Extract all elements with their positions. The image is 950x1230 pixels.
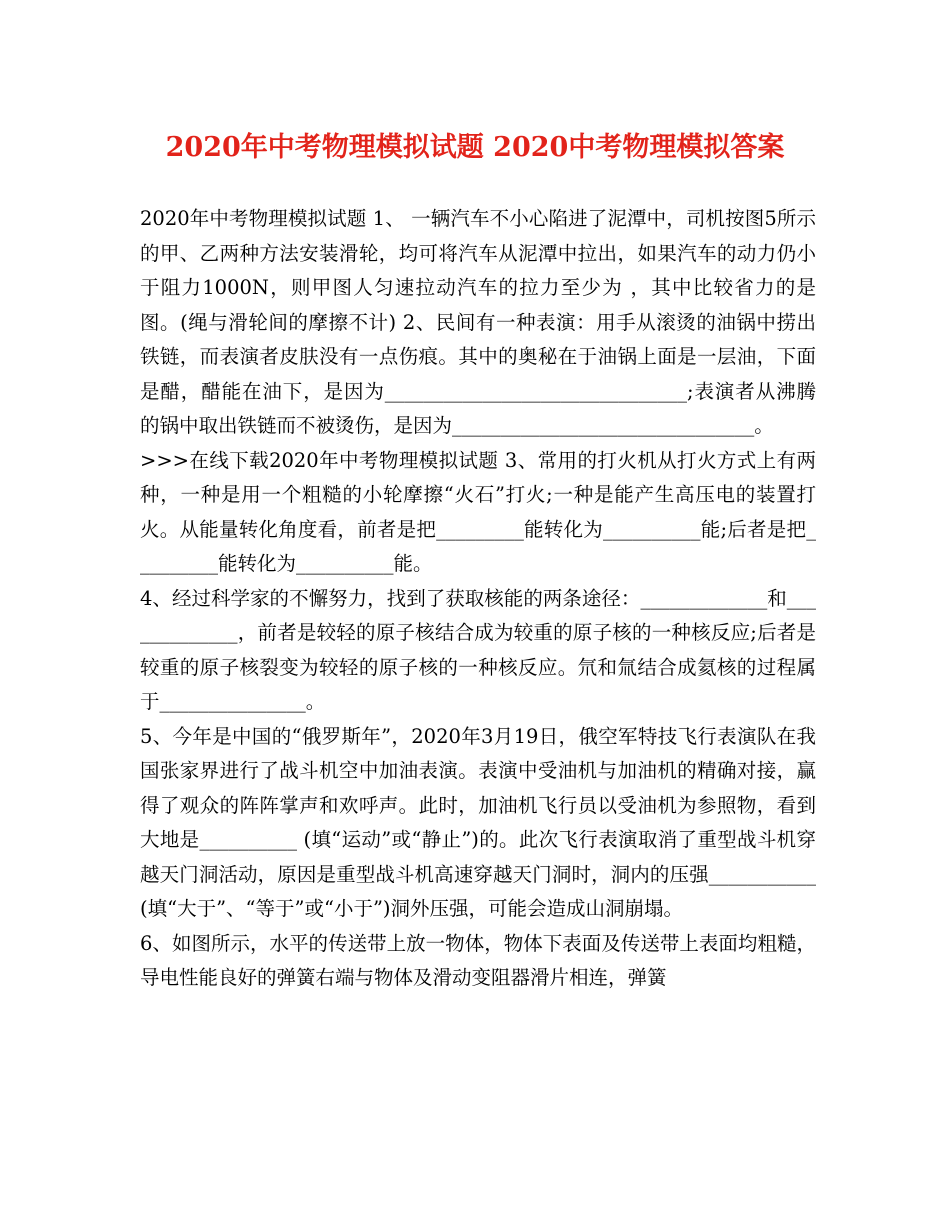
paragraph-question-5: 5、今年是中国的“俄罗斯年”，2020年3月19日，俄空军特技飞行表演队在我国张家界进行了战斗机空中加油表演。表演中受油机与加油机的精确对接，赢得了观众的阵阵掌声和欢呼声。此时，加油机飞行员以受油机为参照物，看到大地是__________ (填“运动”或“静止”)的。此次飞行表演取消了重型战斗机穿越天门洞活动，原因是重型战斗机高速穿越天门洞时，洞内的压强___________ (填“大于”、“等于”或“小于”)洞外压强，可能会造成山洞崩塌。: [140, 724, 816, 920]
paragraph-question-3: >>>在线下载2020年中考物理模拟试题 3、常用的打火机从打火方式上有两种，一种是用一个粗糙的小轮摩擦“火石”打火;一种是能产生高压电的装置打火。从能量转化角度看，前者是把_________能转化为__________能;后者是把_________能转化为__________能。: [140, 448, 816, 575]
document-body: [140, 202, 816, 996]
paragraph-question-6: 6、如图所示，水平的传送带上放一物体，物体下表面及传送带上表面均粗糙，导电性能良好的弹簧右端与物体及滑动变阻器滑片相连，弹簧: [140, 931, 816, 989]
paragraph-question-4: 4、经过科学家的不懈努力，找到了获取核能的两条途径：_____________和_____________，前者是较轻的原子核结合成为较重的原子核的一种核反应;后者是较重的原子核裂变为较轻的原子核的一种核反应。氘和氚结合成氦核的过程属于_______________。: [140, 586, 816, 713]
paragraph-question-1-2: 2020年中考物理模拟试题 1、 一辆汽车不小心陷进了泥潭中，司机按图5所示的甲、乙两种方法安装滑轮，均可将汽车从泥潭中拉出，如果汽车的动力仍小于阻力1000N，则甲图人匀速拉动汽车的拉力至少为 ，其中比较省力的是 图。(绳与滑轮间的摩擦不计) 2、民间有一种表演：用手从滚烫的油锅中捞出铁链，而表演者皮肤没有一点伤痕。其中的奥秘在于油锅上面是一层油，下面是醋，醋能在油下，是因为_______________________________;表演者从沸腾的锅中取出铁链而不被烫伤，是因为_______________________________。: [140, 207, 816, 437]
document-title: 2020年中考物理模拟试题 2020中考物理模拟答案: [165, 132, 785, 163]
